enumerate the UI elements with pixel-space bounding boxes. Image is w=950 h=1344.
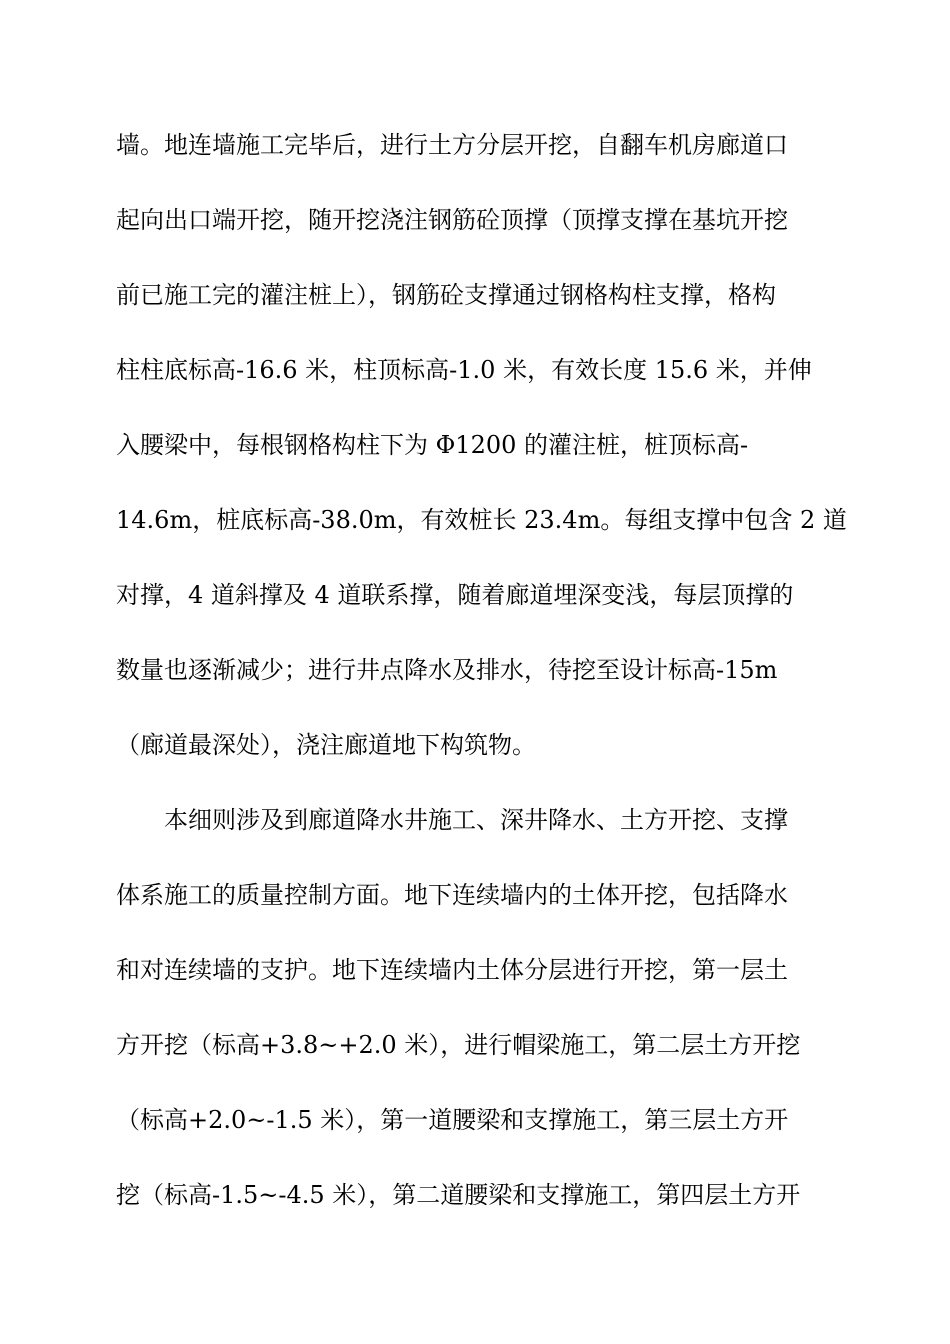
text-line: 挖（标高-1.5~-4.5 米），第二道腰梁和支撑施工，第四层土方开 [116,1181,801,1209]
text-line: 体系施工的质量控制方面。地下连续墙内的土体开挖，包括降水 [116,881,788,909]
text-line: 起向出口端开挖，随开挖浇注钢筋砼顶撑（顶撑支撑在基坑开挖 [116,206,788,234]
text-line: （标高+2.0~-1.5 米），第一道腰梁和支撑施工，第三层土方开 [116,1106,789,1134]
body-text [116,128,847,1253]
text-line: 对撑，4 道斜撑及 4 道联系撑，随着廊道埋深变浅，每层顶撑的 [116,581,794,609]
text-line: 墙。地连墙施工完毕后，进行土方分层开挖，自翻车机房廊道口 [116,131,788,159]
text-line: 14.6m，桩底标高-38.0m，有效桩长 23.4m。每组支撑中包含 2 道 [116,506,847,534]
text-line: 数量也逐渐减少；进行井点降水及排水，待挖至设计标高-15m [116,656,778,684]
text-line: （廊道最深处），浇注廊道地下构筑物。 [116,731,536,759]
text-line: 和对连续墙的支护。地下连续墙内土体分层进行开挖，第一层土 [116,956,788,984]
text-line: 前已施工完的灌注桩上），钢筋砼支撑通过钢格构柱支撑，格构 [116,281,776,309]
paragraph-start-line: 本细则涉及到廊道降水井施工、深井降水、土方开挖、支撑 [164,806,788,834]
text-line: 方开挖（标高+3.8~+2.0 米），进行帽梁施工，第二层土方开挖 [116,1031,801,1059]
text-line: 柱柱底标高-16.6 米，柱顶标高-1.0 米，有效长度 15.6 米，并伸 [116,356,812,384]
text-line: 入腰梁中，每根钢格构柱下为 Φ1200 的灌注桩，桩顶标高- [116,431,749,459]
